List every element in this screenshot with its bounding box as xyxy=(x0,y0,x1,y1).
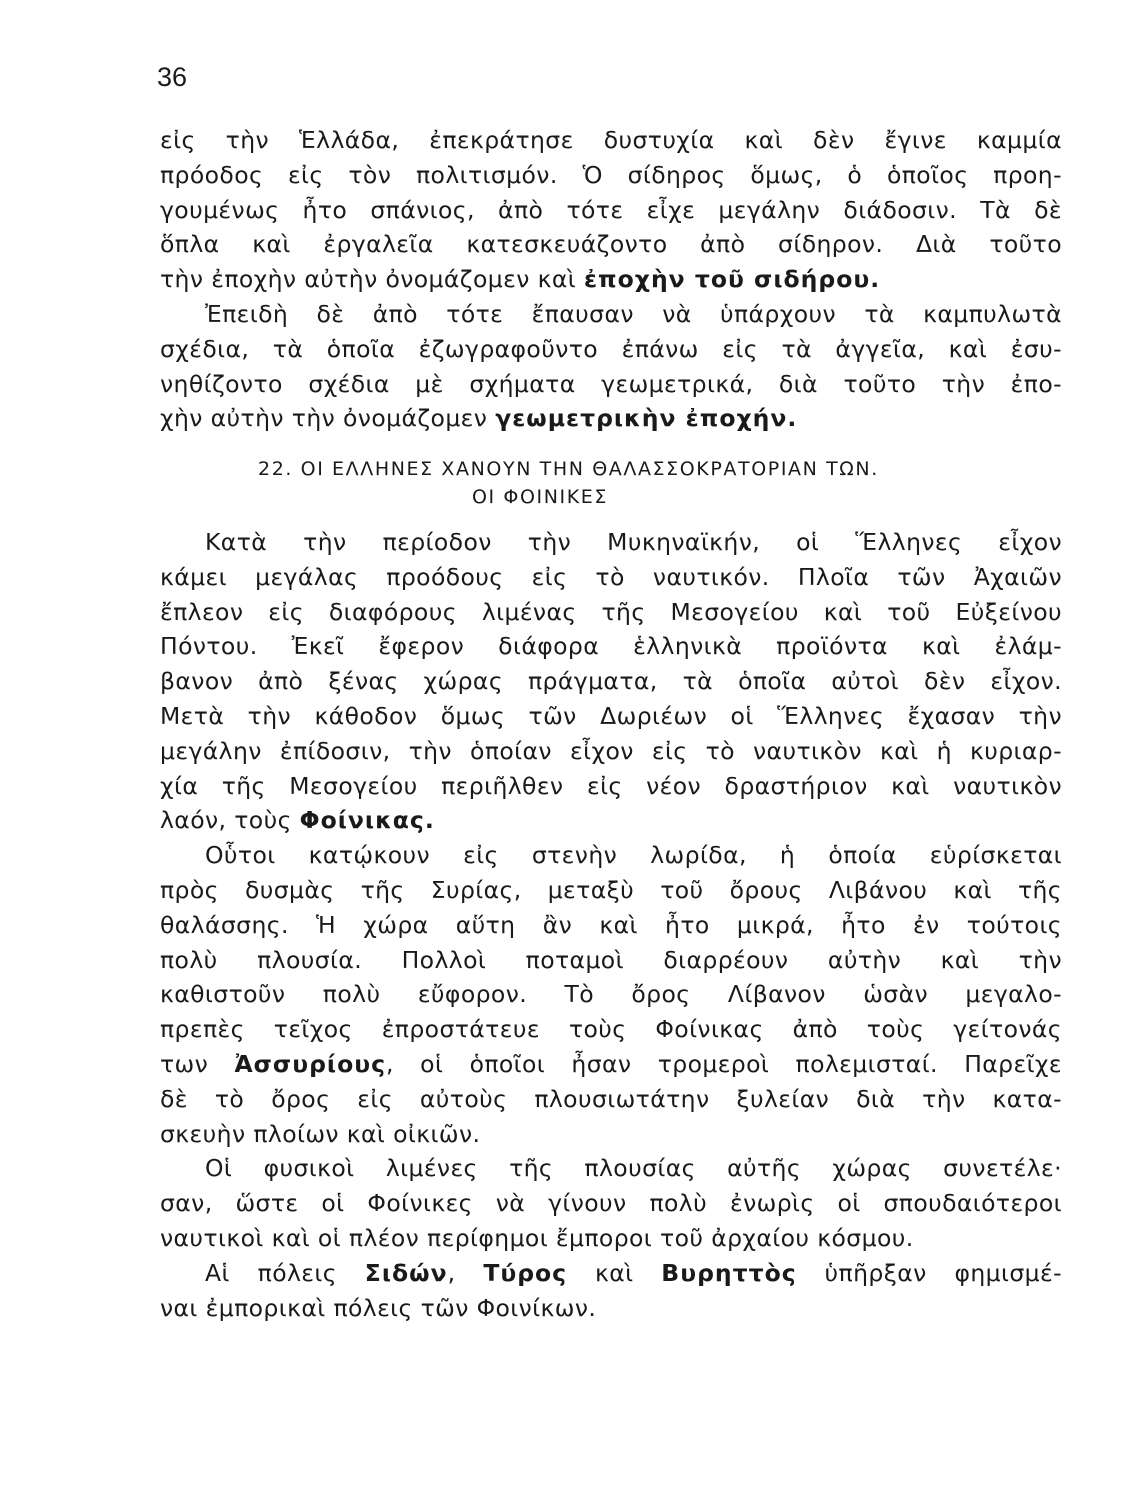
paragraph-4-line: Οὗτοι κατῴκουν εἰς στενὴν λωρίδα, ἡ ὁποία εὑρίσκεται xyxy=(205,841,1062,870)
paragraph-4-line: πρὸς δυσμὰς τῆς Συρίας, μεταξὺ τοῦ ὄρους Λιβάνου καὶ τῆς xyxy=(160,875,1062,904)
paragraph-3-line: κάμει μεγάλας προόδους εἰς τὸ ναυτικόν. Πλοῖα τῶν Ἀχαιῶν xyxy=(160,562,1062,591)
paragraph-2-line xyxy=(160,401,1062,436)
term-tyre: Τύρος xyxy=(483,1258,568,1287)
paragraph-4-line xyxy=(160,1047,1062,1082)
paragraph-4-line: πολὺ πλουσία. Πολλοὶ ποταμοὶ διαρρέουν αὐτὴν καὶ τὴν xyxy=(160,945,1062,974)
paragraph-6-text: , xyxy=(447,1258,456,1287)
paragraph-3-line: βανον ἀπὸ ξένας χώρας πράγματα, τὰ ὁποῖα αὐτοὶ δὲν εἶχον. xyxy=(160,667,1062,696)
term-geometric-age: γεωμετρικὴν ἐποχήν. xyxy=(495,404,798,433)
paragraph-2-line: σχέδια, τὰ ὁποῖα ἐζωγραφοῦντο ἐπάνω εἰς τὰ ἀγγεῖα, καὶ ἐσυ- xyxy=(160,334,1062,363)
paragraph-4-text: των xyxy=(160,1049,209,1078)
paragraph-3-line: χία τῆς Μεσογείου περιῆλθεν εἰς νέον δραστήριον καὶ ναυτικὸν xyxy=(160,771,1062,800)
paragraph-1-line: γουμένως ἦτο σπάνιος, ἀπὸ τότε εἶχε μεγάλην διάδοσιν. Τὰ δὲ xyxy=(160,195,1062,224)
paragraph-3-line: Μετὰ τὴν κάθοδον ὅμως τῶν Δωριέων οἱ Ἕλληνες ἔχασαν τὴν xyxy=(160,701,1062,730)
paragraph-1-text: τὴν ἐποχὴν αὐτὴν ὀνομάζομεν καὶ xyxy=(160,265,577,294)
paragraph-3-line: ἔπλεον εἰς διαφόρους λιμένας τῆς Μεσογείου καὶ τοῦ Εὐξείνου xyxy=(160,597,1062,626)
paragraph-4-line: θαλάσσης. Ἡ χώρα αὕτη ἂν καὶ ἦτο μικρά, ἦτο ἐν τούτοις xyxy=(160,910,1062,939)
term-iron-age: ἐποχὴν τοῦ σιδήρου. xyxy=(583,265,881,294)
paragraph-5-line: Οἱ φυσικοὶ λιμένες τῆς πλουσίας αὐτῆς χώρας συνετέλε· xyxy=(205,1154,1062,1183)
section-heading-line-2: ΟΙ ΦΟΙΝΙΚΕΣ xyxy=(472,486,608,508)
term-phoenicians: Φοίνικας. xyxy=(299,806,435,835)
section-heading-line-1: 22. ΟΙ ΕΛΛΗΝΕΣ ΧΑΝΟΥΝ ΤΗΝ ΘΑΛΑΣΣΟΚΡΑΤΟΡΙΑΝ ΤΩΝ. xyxy=(258,458,879,480)
paragraph-6-line: ναι ἐμπορικαὶ πόλεις τῶν Φοινίκων. xyxy=(160,1293,597,1322)
paragraph-1-line: πρόοδος εἰς τὸν πολιτισμόν. Ὁ σίδηρος ὅμως, ὁ ὁποῖος προη- xyxy=(160,160,1062,189)
paragraph-1-line xyxy=(160,262,1062,297)
term-sidon: Σιδών xyxy=(364,1258,448,1287)
paragraph-3-line xyxy=(160,803,1062,838)
paragraph-4-line: καθιστοῦν πολὺ εὔφορον. Τὸ ὄρος Λίβανον ὡσὰν μεγαλο- xyxy=(160,980,1062,1009)
page-number: 36 xyxy=(157,62,188,92)
paragraph-2-line: νηθίζοντο σχέδια μὲ σχήματα γεωμετρικά, διὰ τοῦτο τὴν ἐπο- xyxy=(160,369,1062,398)
text-block-bottom xyxy=(160,525,1062,1325)
paragraph-1-line: εἰς τὴν Ἑλλάδα, ἐπεκράτησε δυστυχία καὶ δὲν ἔγινε καμμία xyxy=(160,126,1062,154)
paragraph-5-line: σαν, ὥστε οἱ Φοίνικες νὰ γίνουν πολὺ ἐνωρὶς οἱ σπουδαιότεροι xyxy=(160,1189,1062,1218)
paragraph-6-text: καὶ xyxy=(594,1258,634,1287)
paragraph-2-text: χὴν αὐτὴν τὴν ὀνομάζομεν xyxy=(160,404,488,433)
term-berytus: Βυρηττὸς xyxy=(661,1258,797,1287)
paragraph-6-line xyxy=(160,1256,1062,1291)
paragraph-4-line: σκευὴν πλοίων καὶ οἰκιῶν. xyxy=(160,1119,481,1148)
paragraph-4-line: πρεπὲς τεῖχος ἐπροστάτευε τοὺς Φοίνικας ἀπὸ τοὺς γείτονάς xyxy=(160,1015,1062,1044)
term-assyrians: Ἀσσυρίους xyxy=(234,1049,387,1078)
paragraph-2-line: Ἐπειδὴ δὲ ἀπὸ τότε ἔπαυσαν νὰ ὑπάρχουν τὰ καμπυλωτὰ xyxy=(205,299,1062,328)
text-block-top xyxy=(160,123,1062,436)
paragraph-1-line: ὅπλα καὶ ἐργαλεῖα κατεσκευάζοντο ἀπὸ σίδηρον. Διὰ τοῦτο xyxy=(160,230,1062,259)
paragraph-6-text: ὑπῆρξαν φημισμέ- xyxy=(824,1258,1062,1287)
paragraph-3-line: Πόντου. Ἐκεῖ ἔφερον διάφορα ἑλληνικὰ προϊόντα καὶ ἐλάμ- xyxy=(160,632,1062,661)
paragraph-5-line: ναυτικοὶ καὶ οἱ πλέον περίφημοι ἔμποροι τοῦ ἀρχαίου κόσμου. xyxy=(160,1223,914,1252)
paragraph-6-text: Αἱ πόλεις xyxy=(205,1258,337,1287)
paragraph-3-line: Κατὰ τὴν περίοδον τὴν Μυκηναϊκήν, οἱ Ἕλληνες εἶχον xyxy=(205,528,1062,556)
paragraph-3-text: λαόν, τοὺς xyxy=(160,806,292,835)
paragraph-3-line: μεγάλην ἐπίδοσιν, τὴν ὁποίαν εἶχον εἰς τὸ ναυτικὸν καὶ ἡ κυριαρ- xyxy=(160,736,1062,765)
paragraph-4-line: δὲ τὸ ὄρος εἰς αὐτοὺς πλουσιωτάτην ξυλείαν διὰ τὴν κατα- xyxy=(160,1084,1062,1113)
paragraph-4-text: , οἱ ὁποῖοι ἦσαν τρομεροὶ πολεμισταί. Παρεῖχε xyxy=(386,1049,1062,1078)
